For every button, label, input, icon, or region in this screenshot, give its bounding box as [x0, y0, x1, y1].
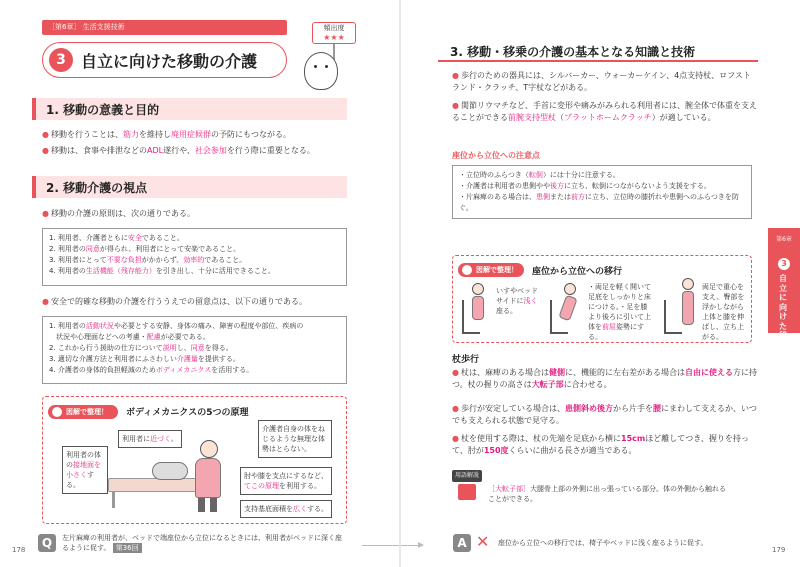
text: 移動は、食事や排泄などの	[51, 146, 147, 155]
highlight: 前屈	[602, 323, 616, 331]
figure-badge	[48, 405, 118, 419]
text: 安全で的確な移動の介護を行ううえでの留意点は、以下の通りである。	[51, 297, 307, 306]
text: を維持し	[139, 130, 171, 139]
text: や必要とする安静、身体の痛み、障害の程度や部位、疾病の	[113, 322, 304, 330]
highlight: 廃用症候群	[171, 130, 211, 139]
text: 遂行や、	[163, 146, 195, 155]
exam-reference: 第36回	[113, 543, 142, 553]
note-box	[452, 165, 752, 219]
bed-leg	[112, 492, 115, 508]
bullet-dot-icon: ●	[452, 71, 459, 80]
step-2-text	[588, 282, 654, 342]
book-icon	[458, 484, 476, 500]
text: を利用する。	[279, 482, 321, 490]
bullet-2	[42, 145, 352, 157]
text: がかからず、	[141, 256, 184, 264]
bullet-6	[452, 100, 757, 124]
point-item	[49, 321, 340, 332]
callout-support-base	[240, 500, 332, 518]
bear-eye-icon	[314, 65, 317, 68]
frequency-label: 頻出度	[323, 24, 345, 32]
frequency-sign	[312, 22, 356, 44]
bullet-dot-icon: ●	[42, 209, 49, 218]
term-explanation	[452, 470, 752, 510]
highlight: 生活機能（残存能力）	[85, 267, 156, 275]
highlight: 同意	[85, 245, 100, 253]
highlight: 効率的	[183, 256, 205, 264]
subheading-1-text: 1. 移動の意義と目的	[46, 103, 160, 117]
callout-no-twist: 介護者自身の体をねじるような無理な体勢はとらない。	[258, 420, 332, 458]
highlight: 社会参加	[194, 146, 227, 155]
caregiver-leg	[198, 498, 205, 512]
term-text	[488, 484, 728, 504]
text: 座る。	[496, 307, 517, 315]
highlight: 接地面を小さく	[66, 461, 101, 479]
text: 4. 介護者の身体的負担軽減のため	[49, 366, 156, 374]
text: 関節リウマチなど、手首に変形や痛みがみられる利用者には、腕全体で体重を支えることができる	[452, 101, 757, 122]
text: 左片麻痺の利用者が、ベッドで端座位から立位になるときには、利用者がベッドに深く座るように促す。	[62, 534, 342, 552]
caregiver-head	[200, 440, 218, 458]
point-item	[49, 343, 340, 354]
subheading-3-text: 3. 移動・移乗の介護の基本となる知識と技術	[450, 45, 696, 59]
answer-label: A	[453, 534, 471, 552]
bullet-dot-icon: ●	[42, 130, 49, 139]
term-head: ［大転子部］	[488, 485, 530, 493]
principle-item	[49, 244, 340, 255]
highlight: 浅く	[523, 297, 538, 305]
answer-text: 座位から立位への移行では、椅子やベッドに浅く座るように促す。	[498, 539, 708, 547]
text: が得られ、利用者にとって安楽であること。	[99, 245, 241, 253]
principles-box	[42, 228, 347, 286]
text: 肘や膝を支点にするなど、	[244, 472, 328, 480]
bullet-dot-icon: ●	[452, 434, 459, 443]
text: 大腿骨上部の外側に出っ張っている部分。体の外側から触れることができる。	[488, 485, 726, 503]
text: （	[556, 113, 564, 122]
principle-item	[49, 255, 340, 266]
bullet-1	[42, 129, 352, 141]
chair-illustration	[664, 300, 682, 334]
bullet-dot-icon: ●	[42, 146, 49, 155]
callout-approach	[118, 430, 182, 448]
person-head	[564, 283, 576, 295]
chapter-side-tab	[768, 228, 800, 378]
text: 2. これから行う援助の仕方について	[49, 344, 163, 352]
figure-badge-text: 図解で整理！	[66, 408, 108, 416]
text: いすやベッドサイドに	[496, 287, 538, 305]
cane-heading: 杖歩行	[452, 355, 480, 365]
highlight: 自由に使える	[685, 368, 733, 377]
highlight: 広く	[293, 505, 307, 513]
side-tab-chapter: 第6章	[776, 236, 792, 243]
text: し、	[176, 344, 191, 352]
subheading-2-text: 2. 移動介護の視点	[46, 181, 148, 195]
text: ・片麻痺のある場合は、	[459, 193, 536, 201]
mascot-bear-icon	[304, 52, 338, 90]
text: が必要である。	[160, 333, 210, 341]
figure-title: ボディメカニクスの5つの原理	[126, 408, 249, 418]
text: ・介護者は利用者の患側やや	[459, 182, 550, 190]
person-head	[682, 278, 694, 290]
side-tab-number: 3	[778, 258, 790, 270]
principle-item	[49, 266, 340, 277]
text: 歩行のための器具には、シルバーカー、ウォーカーケイン、4点支持杖、ロフストランド・クラッチ、T字杖などがある。	[452, 71, 751, 92]
text: する。	[307, 505, 328, 513]
points-box	[42, 316, 347, 384]
note-item	[459, 192, 745, 214]
text: 4. 利用者の	[49, 267, 86, 275]
bullet-dot-icon: ●	[452, 404, 459, 413]
text: に合わせる。	[563, 380, 612, 389]
page-number-left: 178	[12, 546, 26, 554]
bullet-dot-icon: ●	[42, 297, 49, 306]
subheading-1	[32, 98, 347, 120]
note-item	[459, 181, 745, 192]
text: 2. 利用者の	[49, 245, 86, 253]
text: 。	[170, 435, 178, 443]
frequency-stars: ★★★	[323, 33, 345, 42]
subheading-3	[438, 40, 758, 62]
note-item	[459, 170, 745, 181]
text: 姿勢にする。	[588, 323, 644, 341]
text: 移動を行うことは、	[51, 130, 123, 139]
highlight: 活動状況	[85, 322, 114, 330]
highlight: 配慮	[146, 333, 161, 341]
highlight: 近づく	[150, 435, 171, 443]
caregiver-body	[195, 458, 221, 498]
point-item	[49, 332, 340, 343]
caregiver-leg	[210, 498, 217, 512]
highlight: 前腕支持型杖	[508, 113, 556, 122]
highlight: 転倒	[528, 171, 543, 179]
text: 利用者に	[122, 435, 150, 443]
callout-contact-surface	[62, 446, 108, 494]
text: 1. 利用者の	[49, 322, 86, 330]
highlight: ボディメカニクス	[155, 366, 212, 374]
text: 移動の介護の原則は、次の通りである。	[51, 209, 195, 218]
step-3-text: 両足で重心を支え、臀部を浮かしながら上体と膝を伸ばし、立ち上がる。	[702, 283, 745, 341]
pie-chart-icon	[52, 407, 62, 417]
figure-badge	[458, 263, 524, 277]
chapter-tag: ［第6章］ 生活支援技術	[42, 20, 287, 35]
question-text	[62, 533, 347, 553]
text: を引き出し、十分に活用できること。	[155, 267, 275, 275]
highlight: 介護量	[176, 355, 198, 363]
text: から片手を	[613, 404, 653, 413]
text: 歩行が安定している場合は、	[461, 404, 565, 413]
highlight: 同意	[190, 344, 205, 352]
highlight: 筋力	[123, 130, 139, 139]
bullet-8	[452, 403, 757, 427]
side-tab-title: 自立に向けた移動の介護	[779, 274, 787, 378]
text: 杖は、麻痺のある場合は	[461, 368, 549, 377]
text: に立ち、立位時の膝折れや患側へのふらつきを防ぐ。	[459, 193, 739, 212]
bullet-dot-icon: ●	[452, 101, 459, 110]
figure-badge-text: 図解で整理！	[476, 266, 518, 274]
section-number: 3	[49, 48, 73, 72]
text: する。	[66, 471, 94, 489]
text: であること。	[204, 256, 247, 264]
highlight: 前方	[571, 193, 585, 201]
question-label: Q	[38, 534, 56, 552]
point-item	[49, 354, 340, 365]
text: を活用する。	[211, 366, 254, 374]
text: 状況や心理面などへの考慮・	[49, 333, 147, 341]
person-body	[472, 296, 484, 320]
principle-item	[49, 233, 340, 244]
person-body	[682, 291, 694, 325]
frequency-indicator	[300, 22, 358, 92]
text: または	[550, 193, 571, 201]
text: 支持基底面積を	[244, 505, 293, 513]
highlight: 大転子部	[531, 380, 564, 389]
text: の予防にもつながる。	[211, 130, 291, 139]
bullet-4	[42, 296, 352, 308]
text: 3. 利用者にとって	[49, 256, 107, 264]
step-1-text	[496, 286, 540, 316]
highlight: てこの原理	[244, 482, 279, 490]
text: であること。	[141, 234, 184, 242]
patient-illustration	[152, 462, 188, 480]
highlight: ADL	[147, 146, 164, 155]
highlight: 患側	[536, 193, 550, 201]
text: ）が適している。	[651, 113, 716, 122]
highlight: 腰	[653, 404, 661, 413]
subheading-2	[32, 176, 347, 198]
highlight: 不要な負担	[106, 256, 142, 264]
point-item	[49, 365, 340, 376]
text: を得る。	[204, 344, 233, 352]
text: 3. 適切な介護方法と利用者にふさわしい	[49, 355, 177, 363]
text: を行う際に重要となる。	[226, 146, 315, 155]
text: ・両足を軽く開いて足底をしっかりと床につける。・足を膝より後ろに引いて上体を	[588, 283, 651, 331]
highlight: 健側	[549, 368, 565, 377]
bullet-9	[452, 433, 757, 457]
text: くらいに曲がる長さが適当である。	[508, 446, 637, 455]
highlight: 15cm	[621, 434, 646, 443]
highlight: プラットホームクラッチ	[564, 113, 652, 122]
highlight: 安全	[127, 234, 142, 242]
term-badge: 用語解説	[452, 470, 482, 482]
page-number-right: 179	[772, 546, 786, 554]
pie-chart-icon	[462, 265, 472, 275]
section-title	[42, 42, 287, 78]
text: に立ち、転倒につながらないよう支援をする。	[564, 182, 711, 190]
text: にまわして支えるか、いつでも支えられる状態で見守る。	[452, 404, 757, 425]
section-title-text: 自立に向けた移動の介護	[81, 52, 258, 71]
text: ・立位時のふらつき（	[459, 171, 529, 179]
text: 方に持つ。杖の握りの高さは	[452, 368, 757, 389]
bullet-5	[452, 70, 757, 94]
highlight: 150度	[483, 446, 509, 455]
highlight: 後方	[550, 182, 564, 190]
text: ）には十分に注意する。	[542, 171, 620, 179]
highlight: 説明	[162, 344, 177, 352]
bullet-3	[42, 208, 352, 220]
text: を提供する。	[197, 355, 240, 363]
text: 1. 利用者、介護者ともに	[49, 234, 128, 242]
text: 利用者の体の	[66, 451, 101, 469]
person-head	[472, 283, 484, 295]
highlight: 患側斜め後方	[565, 404, 613, 413]
callout-leverage	[240, 467, 332, 495]
figure-title: 座位から立位への移行	[532, 267, 623, 277]
bear-eye-icon	[325, 65, 328, 68]
text: に、機能的に左右差がある場合は	[565, 368, 685, 377]
text: ほど離してつき、握りを持って、肘が	[452, 434, 749, 455]
cross-mark-icon: ✕	[476, 532, 490, 551]
text: 杖を使用する際は、杖の先端を足底から横に	[461, 434, 621, 443]
note-heading: 座位から立位への注意点	[452, 151, 540, 160]
right-page	[400, 0, 800, 567]
bullet-dot-icon: ●	[452, 368, 459, 377]
bullet-7	[452, 367, 757, 391]
